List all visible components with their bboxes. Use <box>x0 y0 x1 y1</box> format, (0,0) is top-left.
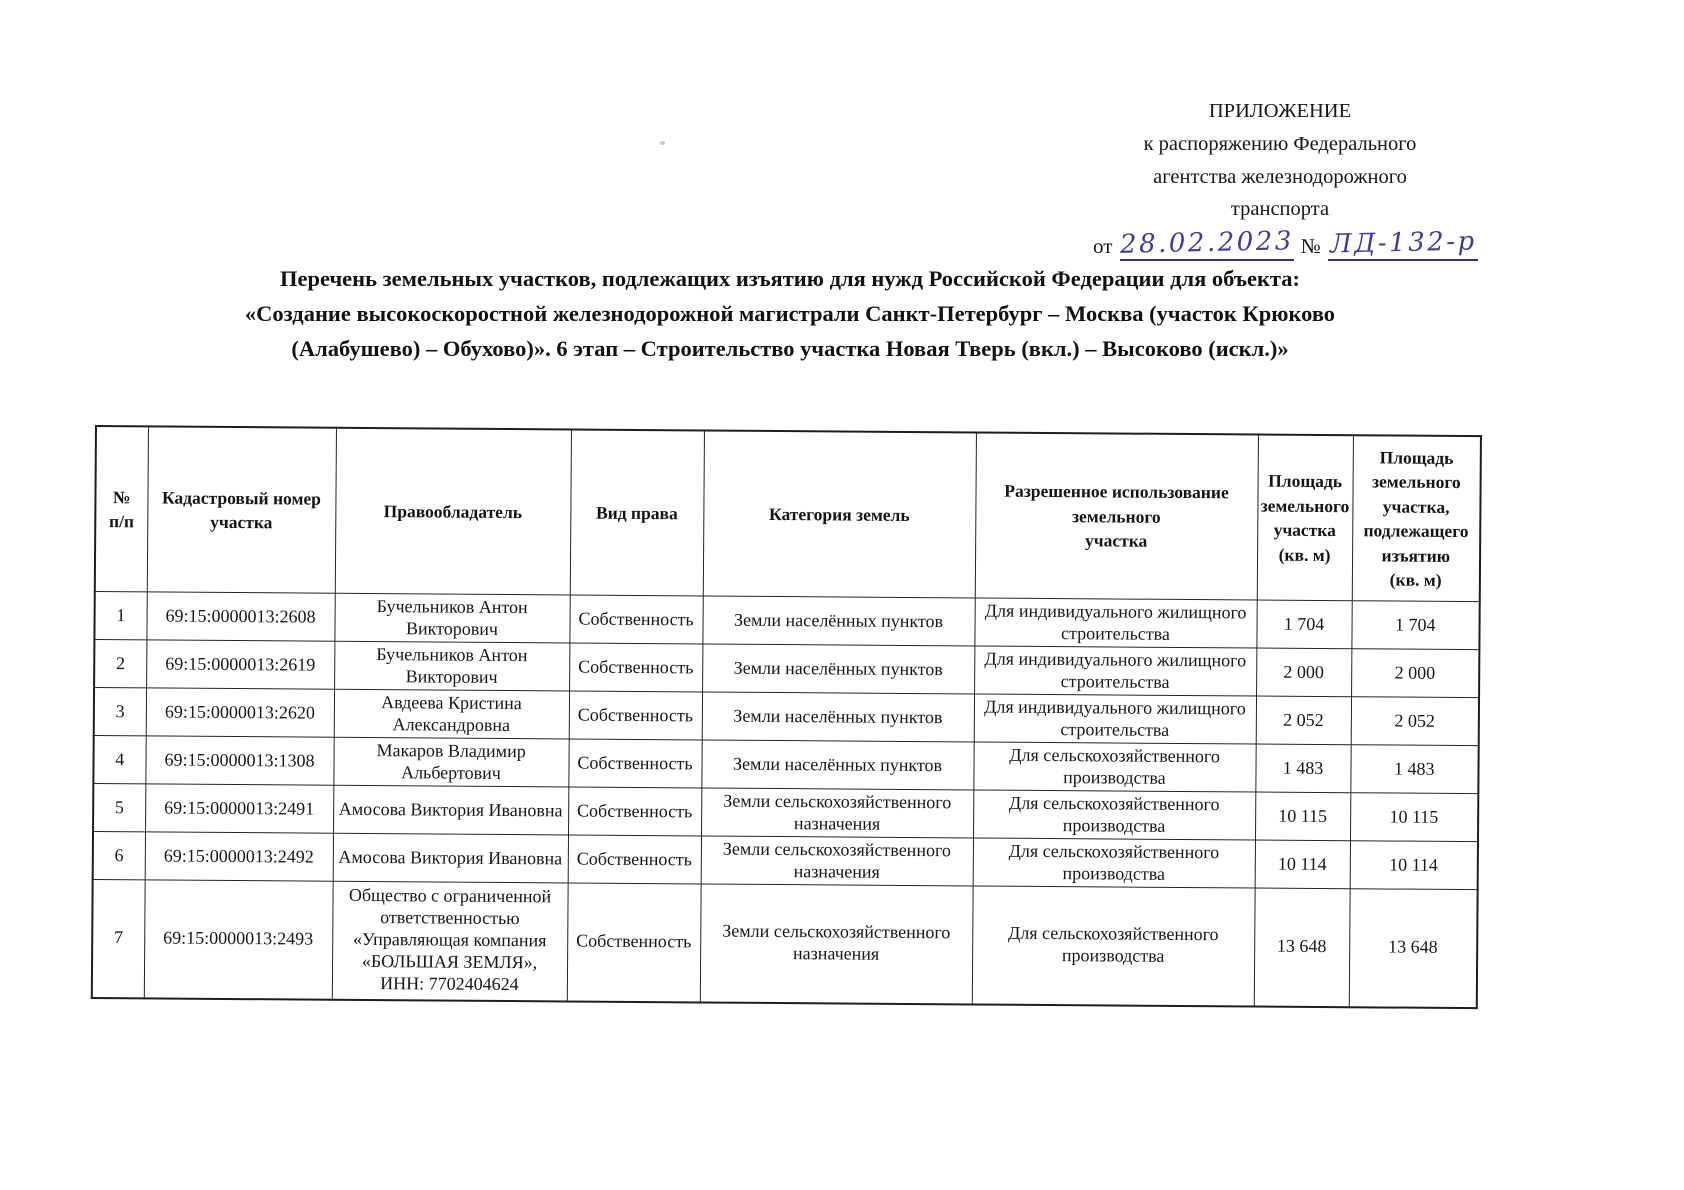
cell-rights-holder: Общество с ограниченной ответственностью «Управляющая компания «БОЛЬШАЯ ЗЕМЛЯ», ИНН: 7702404624 <box>332 881 568 1001</box>
cell-plot-area: 2 000 <box>1256 648 1351 697</box>
cell-plot-area: 13 648 <box>1254 888 1350 1007</box>
header-right-type: Вид права <box>570 429 704 595</box>
cell-rights-holder: Бучельников Антон Викторович <box>334 641 569 691</box>
cell-row-number: 6 <box>93 831 145 879</box>
number-underline <box>1328 226 1478 261</box>
cell-seized-area: 10 115 <box>1350 793 1478 842</box>
cell-land-category: Земли сельскохозяйственного назначения <box>701 836 973 886</box>
cell-right-type: Собственность <box>569 691 702 740</box>
appendix-line: агентства железнодорожного <box>1153 165 1407 188</box>
header-cadastral-number: Кадастровый номер участка <box>147 426 336 593</box>
cell-right-type: Собственность <box>567 883 701 1002</box>
date-underline <box>1119 226 1294 261</box>
cell-cadastral-number: 69:15:0000013:2493 <box>144 880 333 999</box>
cell-right-type: Собственность <box>569 643 702 692</box>
header-land-category: Категория земель <box>703 430 976 597</box>
cell-seized-area: 1 704 <box>1351 601 1479 650</box>
cell-rights-holder: Амосова Виктория Ивановна <box>333 833 568 883</box>
cell-rights-holder: Макаров Владимир Альбертович <box>333 737 568 787</box>
cell-seized-area: 2 052 <box>1351 697 1479 746</box>
cell-row-number: 3 <box>94 688 146 736</box>
cell-land-category: Земли населённых пунктов <box>702 692 974 742</box>
table-header-row <box>95 426 1481 602</box>
cell-permitted-use: Для индивидуального жилищного строительства <box>974 646 1256 696</box>
cell-row-number: 5 <box>93 783 145 831</box>
appendix-heading: ПРИЛОЖЕНИЕ <box>1208 100 1352 122</box>
document-title <box>95 262 1485 367</box>
appendix-block <box>1065 95 1495 264</box>
cell-plot-area: 10 115 <box>1255 792 1350 841</box>
header-permitted-use: Разрешенное использование земельного участка <box>975 432 1258 600</box>
cell-right-type: Собственность <box>568 739 701 788</box>
cell-row-number: 4 <box>93 735 145 783</box>
cell-cadastral-number: 69:15:0000013:2492 <box>145 832 333 881</box>
cell-permitted-use: Для сельскохозяйственного производства <box>972 886 1255 1006</box>
cell-row-number: 7 <box>92 879 145 997</box>
appendix-line: к распоряжению Федерального <box>1143 132 1417 155</box>
handwritten-date: 28.02.2023 <box>1119 226 1294 261</box>
scan-speckle <box>660 141 665 145</box>
cell-permitted-use: Для сельскохозяйственного производства <box>973 742 1255 792</box>
cell-rights-holder: Амосова Виктория Ивановна <box>333 785 568 835</box>
title-line-3: (Алабушево) – Обухово)». 6 этап – Строительство участка Новая Тверь (вкл.) – Высоково (искл.)» <box>291 335 1289 361</box>
cell-plot-area: 10 114 <box>1255 840 1350 889</box>
number-sign-label: № <box>1300 234 1321 259</box>
cell-row-number: 1 <box>94 592 146 640</box>
header-row-number: № п/п <box>95 426 148 592</box>
cell-rights-holder: Авдеева Кристина Александровна <box>334 689 569 739</box>
appendix-line: транспорта <box>1230 198 1330 221</box>
from-label: от <box>1093 234 1113 259</box>
cell-plot-area: 2 052 <box>1256 696 1351 745</box>
cell-permitted-use: Для сельскохозяйственного производства <box>973 790 1255 840</box>
header-seized-area: Площадь земельного участка, подлежащего изъятию (кв. м) <box>1352 435 1481 601</box>
cell-land-category: Земли населённых пунктов <box>702 644 974 694</box>
header-plot-area: Площадь земельного участка (кв. м) <box>1257 435 1353 601</box>
cell-cadastral-number: 69:15:0000013:2619 <box>146 640 334 689</box>
cell-land-category: Земли населённых пунктов <box>702 596 974 646</box>
title-line-2: «Создание высокоскоростной железнодорожной магистрали Санкт-Петербург – Москва (участок Крюково <box>244 300 1336 326</box>
cell-row-number: 2 <box>94 640 146 688</box>
cell-seized-area: 10 114 <box>1350 841 1478 890</box>
header-rights-holder: Правообладатель <box>335 428 571 595</box>
cell-cadastral-number: 69:15:0000013:2620 <box>146 688 334 737</box>
cell-right-type: Собственность <box>568 835 701 884</box>
cell-cadastral-number: 69:15:0000013:2608 <box>146 592 334 641</box>
table-row <box>92 879 1478 1007</box>
cell-land-category: Земли населённых пунктов <box>701 740 973 790</box>
directive-ref-line <box>1065 226 1495 264</box>
cell-seized-area: 1 483 <box>1350 745 1478 794</box>
cell-cadastral-number: 69:15:0000013:2491 <box>145 784 333 833</box>
cell-permitted-use: Для индивидуального жилищного строительства <box>974 598 1256 648</box>
cell-plot-area: 1 704 <box>1256 600 1351 649</box>
handwritten-number: ЛД-132-р <box>1329 226 1477 260</box>
cell-cadastral-number: 69:15:0000013:1308 <box>145 736 333 785</box>
cell-right-type: Собственность <box>569 595 702 644</box>
cell-seized-area: 13 648 <box>1349 889 1478 1008</box>
cell-land-category: Земли сельскохозяйственного назначения <box>700 884 973 1004</box>
cell-permitted-use: Для сельскохозяйственного производства <box>973 838 1255 888</box>
land-plots-table <box>91 425 1482 1009</box>
land-plots-table-wrapper <box>91 425 1485 1009</box>
cell-right-type: Собственность <box>568 787 701 836</box>
cell-permitted-use: Для индивидуального жилищного строительства <box>974 694 1256 744</box>
cell-plot-area: 1 483 <box>1255 744 1350 793</box>
title-line-1: Перечень земельных участков, подлежащих изъятию для нужд Российской Федерации для объекта: <box>280 266 1300 291</box>
cell-land-category: Земли сельскохозяйственного назначения <box>701 788 973 838</box>
cell-rights-holder: Бучельников Антон Викторович <box>334 593 569 643</box>
cell-seized-area: 2 000 <box>1351 649 1479 698</box>
table-body <box>92 592 1480 1008</box>
